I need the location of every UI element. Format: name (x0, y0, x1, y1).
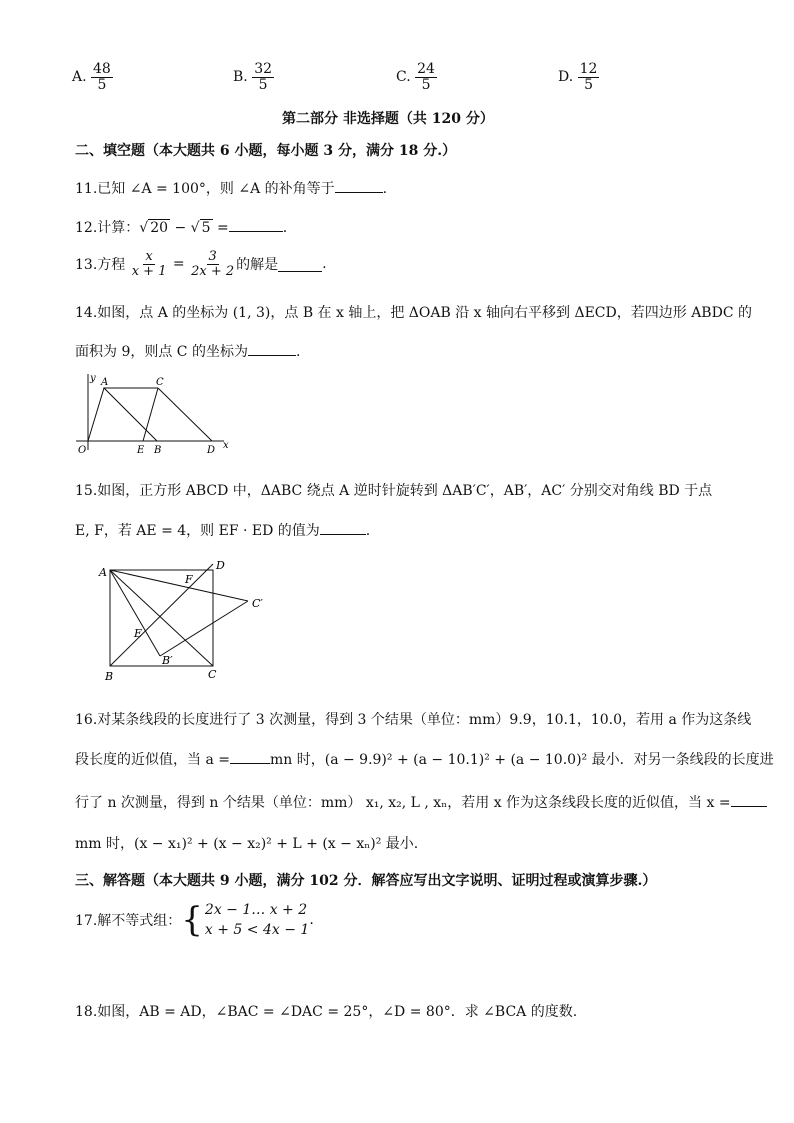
question-14-line1: 14.如图，点 A 的坐标为 (1, 3)，点 B 在 x 轴上，把 ΔOAB 沿 x 轴向右平移到 ΔECD，若四边形 ABDC 的 (75, 305, 752, 321)
fraction-left: $\frac{x}{x + 1}$ (131, 249, 167, 279)
segment-ce (143, 388, 158, 441)
option-label: B. (233, 69, 248, 86)
answer-blank (320, 520, 366, 535)
inequality-1: 2x − 1… x + 2 (204, 902, 308, 918)
q16-line2a: 段长度的近似值，当 a = (75, 752, 230, 768)
section2-heading: 二、填空题（本大题共 6 小题，每小题 3 分，满分 18 分.） (75, 143, 457, 159)
option-fraction: $\frac{32}{5}$ (254, 61, 273, 93)
segment-ac1 (110, 570, 248, 601)
option-fraction: $\frac{12}{5}$ (579, 61, 598, 93)
q13-end: . (322, 256, 327, 273)
answer-blank (278, 257, 322, 272)
option-label: D. (558, 69, 574, 86)
label-y: y (90, 373, 96, 384)
sqrt-5: √ 5 (190, 220, 211, 236)
label-c1: C′ (252, 597, 263, 610)
option-b (233, 62, 274, 92)
segment-ab1 (110, 570, 160, 656)
question-15-line1: 15.如图，正方形 ABCD 中，ΔABC 绕点 A 逆时针旋转到 ΔAB′C′，AB′，AC′ 分别交对角线 BD 于点 (75, 483, 713, 499)
answer-blank (248, 341, 296, 356)
label-a: A (101, 377, 109, 388)
label-f: F (185, 573, 193, 586)
option-label: C. (396, 69, 411, 86)
triangle-oab (88, 388, 157, 441)
q17-prefix: 17.解不等式组： (75, 913, 182, 929)
label-e: E (134, 627, 143, 640)
q14-end: . (295, 344, 301, 360)
option-a (72, 62, 113, 92)
q12-end: . (282, 220, 288, 236)
q13-suffix: 的解是 (236, 257, 279, 274)
q16-line3-text: 行了 n 次测量，得到 n 个结果（单位：mm） x₁, x₂, L , xₙ，若用 x 作为这条线段长度的近似值，当 x = (75, 795, 731, 811)
option-c (396, 62, 437, 92)
label-b: B (154, 445, 162, 456)
label-d: D (207, 445, 216, 456)
diagonal-ac (110, 570, 213, 666)
label-c: C (208, 668, 217, 681)
equals-sign: = (168, 256, 190, 273)
question-16-line1: 16.对某条线段的长度进行了 3 次测量，得到 3 个结果（单位：mm）9.9，10.1，10.0，若用 a 作为这条线 (75, 712, 752, 728)
inequality-2: x + 5 < 4x − 1 (204, 922, 310, 938)
answer-blank (731, 792, 767, 807)
fraction-right: $\frac{3}{2x + 2}$ (191, 249, 235, 279)
equals-sign: = (212, 220, 229, 236)
label-a: A (99, 566, 107, 579)
q12-prefix: 12.计算： (75, 220, 140, 236)
label-b1: B′ (162, 654, 173, 667)
q14-line2-text: 面积为 9，则点 C 的坐标为 (75, 344, 248, 360)
q15-end: . (365, 523, 371, 539)
q11-end: . (382, 181, 388, 197)
question-16-line2 (75, 749, 774, 769)
diagonal-bd (110, 564, 213, 666)
system-brace: { (181, 900, 203, 940)
q13-prefix: 13.方程 (75, 257, 126, 274)
q15-figure (96, 556, 276, 686)
inequality-system (205, 900, 309, 940)
sqrt-20: √ 20 (139, 220, 169, 236)
question-17 (75, 900, 314, 940)
label-b: B (105, 670, 114, 683)
question-13 (75, 250, 327, 278)
answer-blank (230, 749, 270, 764)
q14-figure (74, 370, 234, 460)
question-16-line3 (75, 792, 767, 812)
minus-sign: − (170, 220, 191, 236)
label-c: C (156, 377, 164, 388)
segment-cd (158, 388, 212, 441)
part2-title: 第二部分 非选择题（共 120 分） (282, 111, 494, 127)
answer-blank (335, 178, 383, 193)
label-o: O (78, 445, 87, 456)
label-d: D (216, 559, 225, 572)
q16-line2b: mn 时，(a − 9.9)² + (a − 10.1)² + (a − 10.0)² 最小．对另一条线段的长度进 (269, 752, 774, 768)
question-16-line4: mm 时，(x − x₁)² + (x − x₂)² + L + (x − xₙ)² 最小. (75, 836, 419, 852)
question-14-line2 (75, 341, 300, 361)
question-15-line2 (75, 520, 370, 540)
q17-end: . (309, 912, 314, 928)
option-fraction: $\frac{48}{5}$ (93, 61, 111, 93)
question-12 (75, 217, 287, 237)
option-fraction: $\frac{24}{5}$ (417, 61, 435, 93)
q15-line2-text: E, F，若 AE = 4，则 EF · ED 的值为 (75, 523, 320, 539)
question-11 (75, 178, 387, 198)
label-e: E (137, 445, 145, 456)
label-x: x (223, 440, 229, 451)
question-18: 18.如图，AB = AD，∠BAC = ∠DAC = 25°，∠D = 80°．求 ∠BCA 的度数. (75, 1004, 578, 1020)
q11-text: 11.已知 ∠A = 100°，则 ∠A 的补角等于 (75, 181, 335, 197)
option-label: A. (72, 69, 87, 86)
answer-blank (229, 217, 283, 232)
section3-heading: 三、解答题（本大题共 9 小题，满分 102 分．解答应写出文字说明、证明过程或演算步骤.） (75, 873, 657, 889)
option-d (558, 62, 599, 92)
